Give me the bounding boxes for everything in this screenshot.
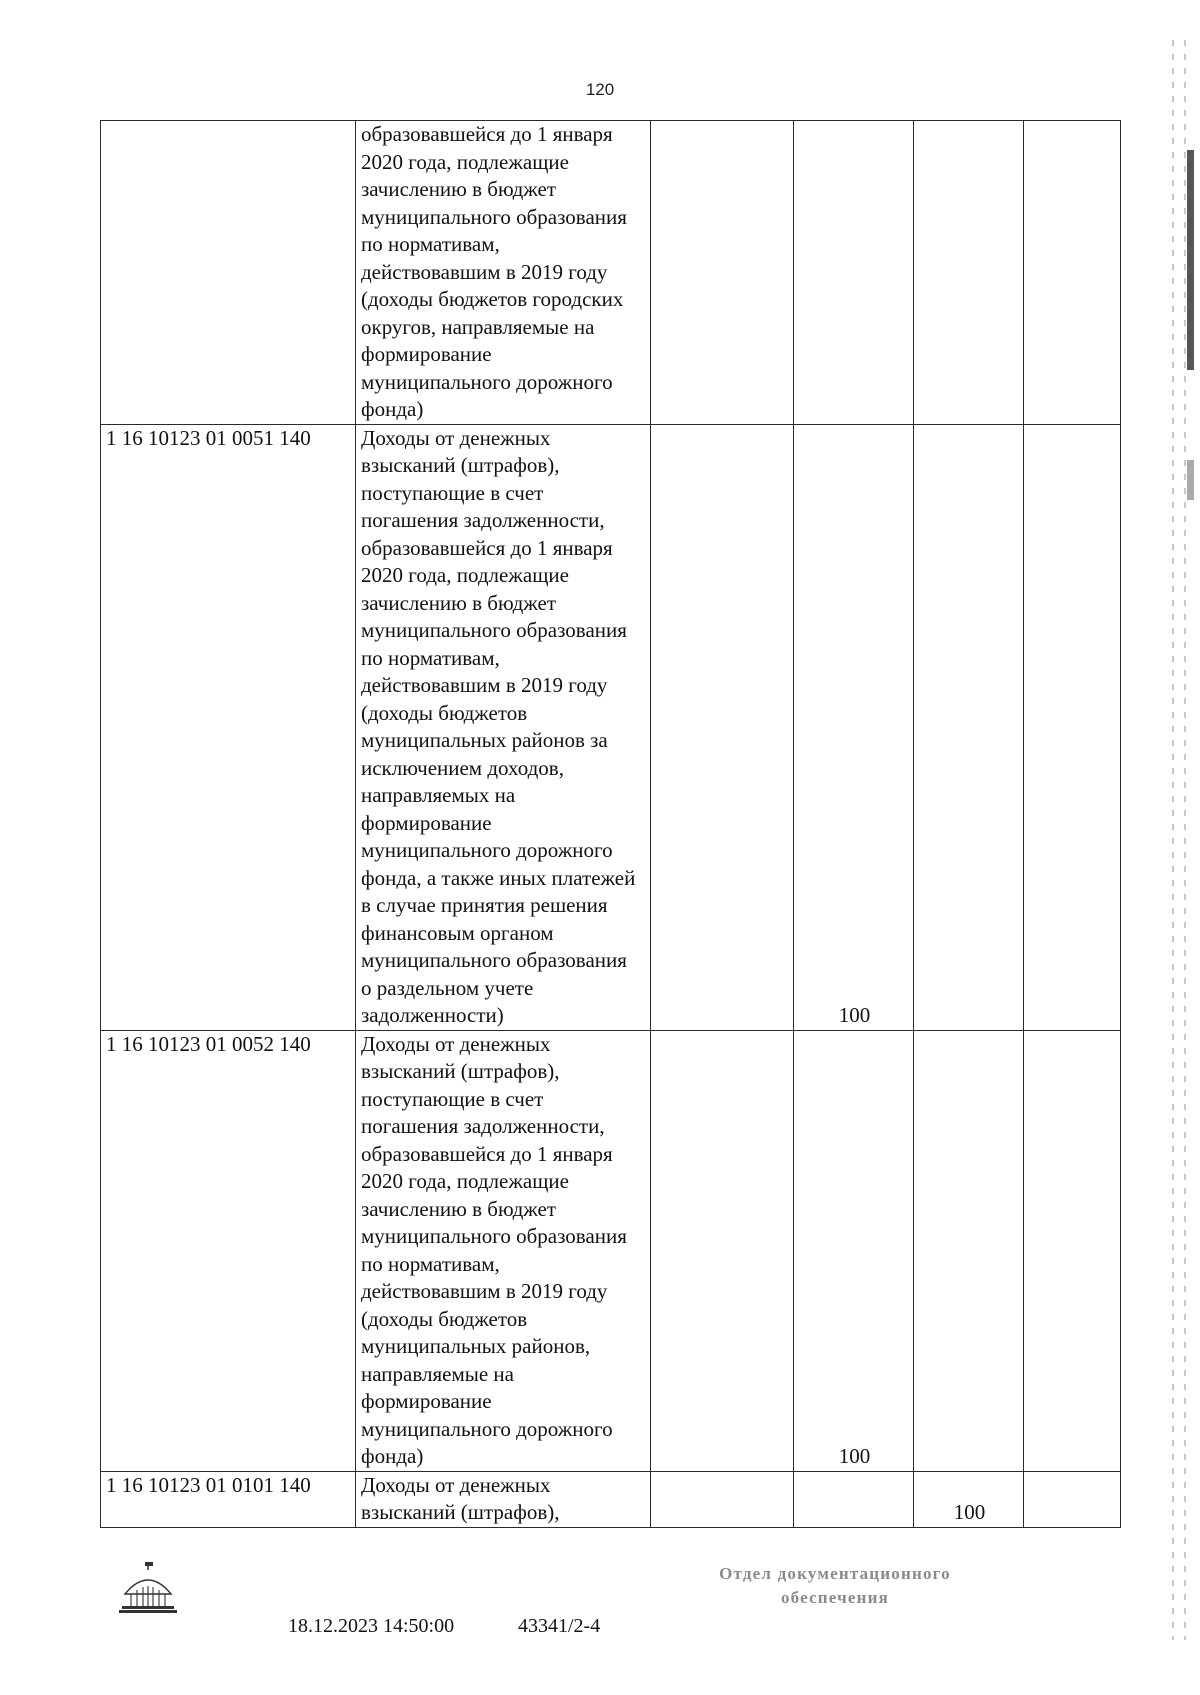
scan-edge <box>1184 40 1186 1640</box>
table-row <box>101 424 1121 1030</box>
page-number: 120 <box>585 80 615 99</box>
description-line: по нормативам, <box>361 232 500 256</box>
value-cell-col3 <box>651 121 794 425</box>
description-line: (доходы бюджетов <box>361 700 528 725</box>
budget-code-cell: 1 16 10123 01 0101 140 <box>101 1471 356 1527</box>
description-line: муниципального образования <box>361 948 627 972</box>
description-line: по нормативам, <box>361 645 500 670</box>
description-line: погашения задолженности, <box>361 508 605 532</box>
description-cell <box>356 121 651 425</box>
value-cell-col5: 100 <box>914 1471 1024 1527</box>
value-cell-col6 <box>1024 1471 1121 1527</box>
description-line: (доходы бюджетов городских <box>361 287 624 311</box>
description-line: взысканий (штрафов), <box>361 1500 560 1524</box>
scan-artifact <box>1187 150 1194 370</box>
description-line: муниципального дорожного <box>361 838 613 862</box>
value-cell-col3 <box>651 1030 794 1471</box>
value-cell-col5 <box>914 424 1024 1030</box>
description-line: образовавшейся до 1 января <box>361 535 613 560</box>
description-line: муниципальных районов за <box>361 728 608 752</box>
description-cell <box>356 1030 651 1471</box>
description-line: действовавшим в 2019 году <box>361 673 608 697</box>
description-line: фонда) <box>361 1444 424 1468</box>
description-line: муниципального образования <box>361 1224 627 1248</box>
description-line: финансовым органом <box>361 920 554 945</box>
description-line: задолженности) <box>361 1003 504 1027</box>
description-line: по нормативам, <box>361 1251 500 1276</box>
description-line: муниципальных районов, <box>361 1334 591 1358</box>
description-line: о раздельном учете <box>361 975 534 1000</box>
value-cell-col3 <box>651 1471 794 1527</box>
description-line: взысканий (штрафов), <box>361 1059 560 1083</box>
value-cell-col4: 100 <box>794 1030 914 1471</box>
description-line: фонда, а также иных платежей <box>361 865 636 890</box>
description-cell <box>356 1471 651 1527</box>
value-cell-col4: 100 <box>794 424 914 1030</box>
scan-edge <box>1172 40 1174 1640</box>
value-cell-col6 <box>1024 121 1121 425</box>
description-line: Доходы от денежных <box>361 425 551 450</box>
budget-codes-table <box>100 120 1121 1528</box>
table-row <box>101 1471 1121 1527</box>
description-line: взысканий (штрафов), <box>361 453 560 477</box>
description-line: образовавшейся до 1 января <box>361 122 613 146</box>
description-line: округов, направляемые на <box>361 314 595 339</box>
description-line: 2020 года, подлежащие <box>361 149 569 174</box>
description-line: муниципального образования <box>361 204 627 229</box>
description-line: формирование <box>361 1389 492 1413</box>
description-line: Доходы от денежных <box>361 1031 551 1056</box>
description-line: действовавшим в 2019 году <box>361 1279 608 1303</box>
description-line: Доходы от денежных <box>361 1472 551 1497</box>
description-line: образовавшейся до 1 января <box>361 1141 613 1166</box>
description-line: поступающие в счет <box>361 480 544 505</box>
description-line: зачислению в бюджет <box>361 1196 556 1221</box>
stamp-line: Отдел документационного <box>719 1564 951 1583</box>
description-line: исключением доходов, <box>361 755 564 780</box>
table-row <box>101 121 1121 425</box>
value-cell-col4 <box>794 121 914 425</box>
description-line: погашения задолженности, <box>361 1114 605 1138</box>
description-line: формирование <box>361 342 492 366</box>
emblem-icon <box>117 1560 179 1616</box>
footer-timestamp: 18.12.2023 14:50:00 <box>288 1615 455 1637</box>
description-line: поступающие в счет <box>361 1086 544 1111</box>
budget-code-cell: 1 16 10123 01 0052 140 <box>101 1030 356 1471</box>
value-cell-col5 <box>914 1030 1024 1471</box>
description-line: зачислению в бюджет <box>361 177 556 201</box>
description-line: действовавшим в 2019 году <box>361 259 608 284</box>
footer-doc-number: 43341/2-4 <box>518 1615 601 1637</box>
description-line: направляемые на <box>361 1361 514 1386</box>
description-line: муниципального образования <box>361 618 627 642</box>
value-cell-col6 <box>1024 1030 1121 1471</box>
description-line: зачислению в бюджет <box>361 590 556 615</box>
value-cell-col6 <box>1024 424 1121 1030</box>
description-line: в случае принятия решения <box>361 893 608 917</box>
table-row <box>101 1030 1121 1471</box>
value-cell-col4 <box>794 1471 914 1527</box>
department-stamp <box>690 1562 980 1610</box>
stamp-line: обеспечения <box>780 1588 890 1607</box>
budget-code-cell <box>101 121 356 425</box>
value-cell-col5 <box>914 121 1024 425</box>
value-cell-col3 <box>651 424 794 1030</box>
description-line: 2020 года, подлежащие <box>361 1169 569 1193</box>
description-line: муниципального дорожного <box>361 369 613 394</box>
description-line: муниципального дорожного <box>361 1416 613 1441</box>
description-line: 2020 года, подлежащие <box>361 563 569 587</box>
description-line: направляемых на <box>361 783 516 807</box>
description-line: фонда) <box>361 397 424 421</box>
description-line: (доходы бюджетов <box>361 1306 528 1331</box>
description-cell <box>356 424 651 1030</box>
description-line: формирование <box>361 810 492 835</box>
scan-artifact <box>1187 460 1194 500</box>
budget-code-cell: 1 16 10123 01 0051 140 <box>101 424 356 1030</box>
